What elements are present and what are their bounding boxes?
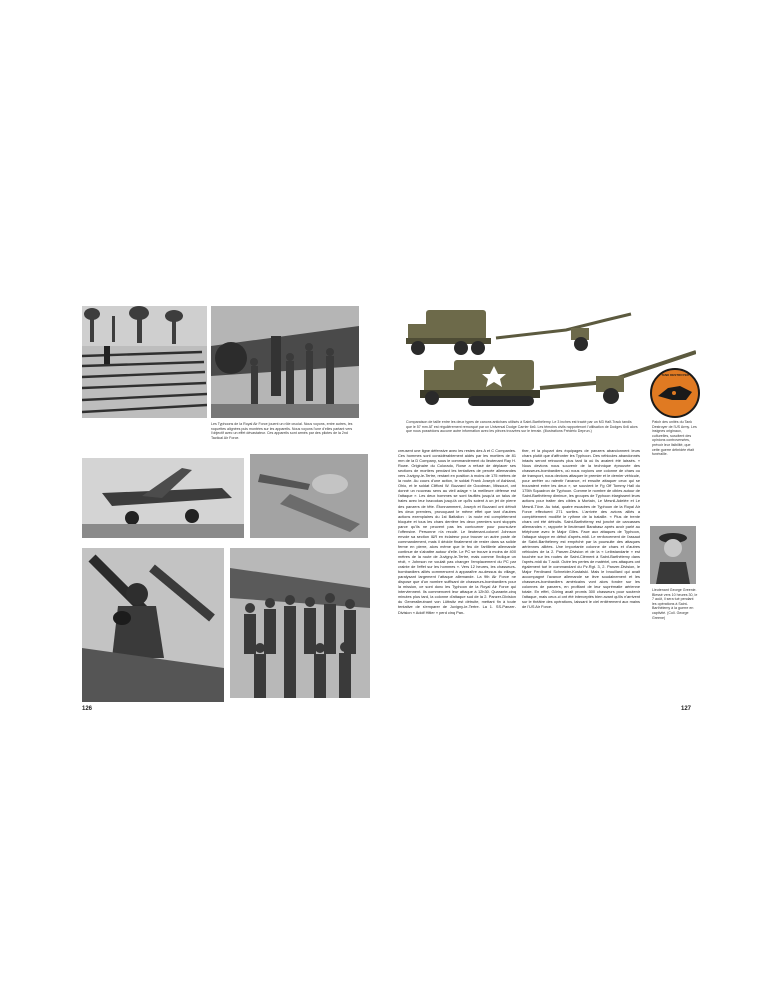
patch-text: TANK DESTROYER xyxy=(661,373,689,377)
photo-officer-dog xyxy=(82,548,224,702)
photo-rocket-attack xyxy=(250,454,368,538)
text-column-1 xyxy=(398,448,516,615)
photo-lieutenant-portrait xyxy=(650,526,696,584)
text-col1-body: creusent une ligne défensive avec les restes des A et C Companies. Ces hommes sont considérablement aidés par les mortiers de 81 mm de la D Company, sous le commandement du lieutenant Ray H. Rowe. Originaire du Colorado, Rowe a refusé de déplacer ses sections de mortiers pendant les tentatives de percée allemandes vers Juvigny-le-Tertre, restant en position à moins de 175 mètres de la route. Au cours d'une action, le soldat Frank Joseph of Ashland, Ohio, et le soldat Clifford W. Buzzard de Goodman, Missouri, ont donné un nouveau sens au vieil adage « la meilleure défense est l'attaque ». Les deux hommes se sont faufilés jusqu'à un talus de haies avec leur bazookas jusqu'à ce qu'ils soient à un jet de pierre des panzers de tête. Étonnamment, Joseph et Buzzard ont détruit les deux premiers, provoquant le même effet que tant d'autres actions exemplaires du 1st Battalion : la route est complètement bloquée et tous les chars derrière les deux premiers sont stoppés parce qu'ils ne peuvent pas les contourner pour poursuivre l'offensive. Personne n'a reculé. Le lieutenant-colonel Johnson envoie sa section I&R en éclaireur pour trouver un autre poste de commandement, mais il décide finalement de rester dans sa solide ferme en pierre, alors même que le feu de l'artillerie allemande continue de s'abattre autour d'elle. Le PC se trouve à moins de 400 mètres de la route de Juvigny-le-Tertre, mais comme l'indique un récit, « Johnson ne voulait pas changer l'emplacement du PC par crainte de l'effet sur les hommes ». Vers 12 heures, les chasseurs-bombardiers alliés commencent à apparaître au-dessus du village, paralysant largement l'attaque allemande. La 9th Air Force ne dispose que d'un nombre suffisant de chasseurs-bombardiers pour la mission, ce sont donc les Typhoon de la Royal Air Force qui interviennent. Ils commencent leur attaque à 12h30. Quarante-cinq minutes plus tard, la colonne d'attaque sud de la 2. Panzer-Division du Generalleutnant von Lüttwitz est détruite, mettant fin à toute tentative de s'emparer de Juvigny-le-Tertre. La 1. SS-Panzer-Division « Adolf Hitler » perd cinq Pan- xyxy=(398,448,516,615)
caption-vehicles: Comparaison de taille entre les deux types de canons antichars utilisés à Saint-Barthélemy. Le 3 inches est tracté par un M3 Half-Track tandis que le 57 mm AT est régulièrement remorqué par un Universal Dodge Carrier 6x6. Les témoins civils rapporteront l'utilisation de Dodges 6x6 alors que nous possédons aucune autre information avec les pièces trouvées sur le terrain. (Illustrations Frédéric Deprun.) xyxy=(406,420,638,434)
tank-destroyer-patch xyxy=(650,368,700,418)
portrait-scene xyxy=(650,526,696,584)
pilots-group-scene xyxy=(230,548,370,698)
caption-typhoons: Les Typhoons de la Royal Air Force jouent un rôle crucial. Nous voyons, entre autres, les roquettes alignées puis montées sur les appareils. Nous voyons l'une d'elles partant vers l'objectif avec un effet dévastateur. Ces appareils sont armés par des pilotes de la 2nd Tactical Air Force. xyxy=(211,422,353,440)
page-number-right: 127 xyxy=(681,706,692,712)
photo-rocket-rows xyxy=(82,306,207,418)
officer-dog-scene xyxy=(82,548,224,702)
typhoon-ground-scene xyxy=(82,458,244,538)
dodge-truck-with-gun xyxy=(406,310,631,355)
photo-typhoon-crew xyxy=(211,306,359,418)
photo-typhoon-ground xyxy=(82,458,244,538)
text-col2-body: ther, et la plupart des équipages de panzers abandonnent leurs chars plutôt que d'affronter les Typhoon. Des véhicules abandonnés intacts seront retrouvés plus tard là où ils avaient été laissés. « Nous devions nous souvenir de la technique éprouvée des chasseurs-bombardiers, où nous voyions une colonne de chars ou de transport, nous devions attaquer le premier et le dernier véhicule, pour arrêter ou ralentir l'avance, et ensuite attaquer ceux qui se trouvaient entre les deux », se souvient le Fg Off Tommy Hall du 175th Squadron de Typhoon. Comme le nombre de cibles autour de Saint-Barthélemy diminue, les groupes de Typhoon élargissent leurs actions pour traiter des cibles à Mortain, Le Mesnil-Adelée et Le Mesnil-Tôve. Au total, quatre escadres de Typhoon de la Royal Air Force effectuent 271 sorties. L'arrivée des avions alliés a complètement modifié le rythme de la bataille. « Plus de trente chars ont été détruits. Saint-Barthélemy est jonché de carcasses allemandes », rapporte le lieutenant Barabasz après avoir parlé au téléphone avec le Major Giles. Face aux attaques de Typhoon, l'attaque stoppe en début d'après-midi. Le renforcement de l'assaut de Saint-Barthélemy est empêché par la poursuite des attaques aériennes alliées. Une importante colonne de chars et d'autres véhicules de la 2. Panzer-Division et de la « Leibstandarte » est touchée sur les routes de Saint-Clément à Saint-Barthélemy dans l'après-midi du 7 août. Outre les pertes de matériel, ces attaques ont également tué le commandant du Pz.Rgt. 3, 2. Panzer-Division, le Major Ferdinand Schneider-Kostalski. Mais le brouillard qui avait accompagné l'avance allemande se lève soudainement et les chasseurs-bombardiers américains vont alors fondre sur les colonnes de panzers, en profitant de leur suprématie aérienne totale. En effet, Göring avait promis 300 chasseurs pour soutenir l'attaque, mais ceux-ci ont été interceptés bien avant qu'ils n'arrivent sur le théâtre des opérations, laissant le ciel entièrement aux mains de l'US Air Force. xyxy=(522,448,640,610)
page-number-left: 126 xyxy=(82,706,93,712)
typhoon-crew-scene xyxy=(211,306,359,418)
caption-patch: Patch des unités du Tank Destroyer de l'US Army. Les insignes originaux, culturelles, suscitent des opinions controversées, prévoir leur lisibilité, que cette guerre débridée était funéraille. xyxy=(652,420,697,457)
caption-portrait: Lieutenant George Greenie. Blessé vers 10 heures 30, le 7 août, il sera tué pendant les opérations à Saint-Barthélemy à la guerre en captivité. (Coll. George Greene) xyxy=(652,588,698,620)
rocket-attack-scene xyxy=(250,454,368,538)
photo-pilots-group xyxy=(230,548,370,698)
rockets-scene xyxy=(82,306,207,418)
book-spread xyxy=(78,298,700,716)
text-column-2 xyxy=(522,448,640,610)
